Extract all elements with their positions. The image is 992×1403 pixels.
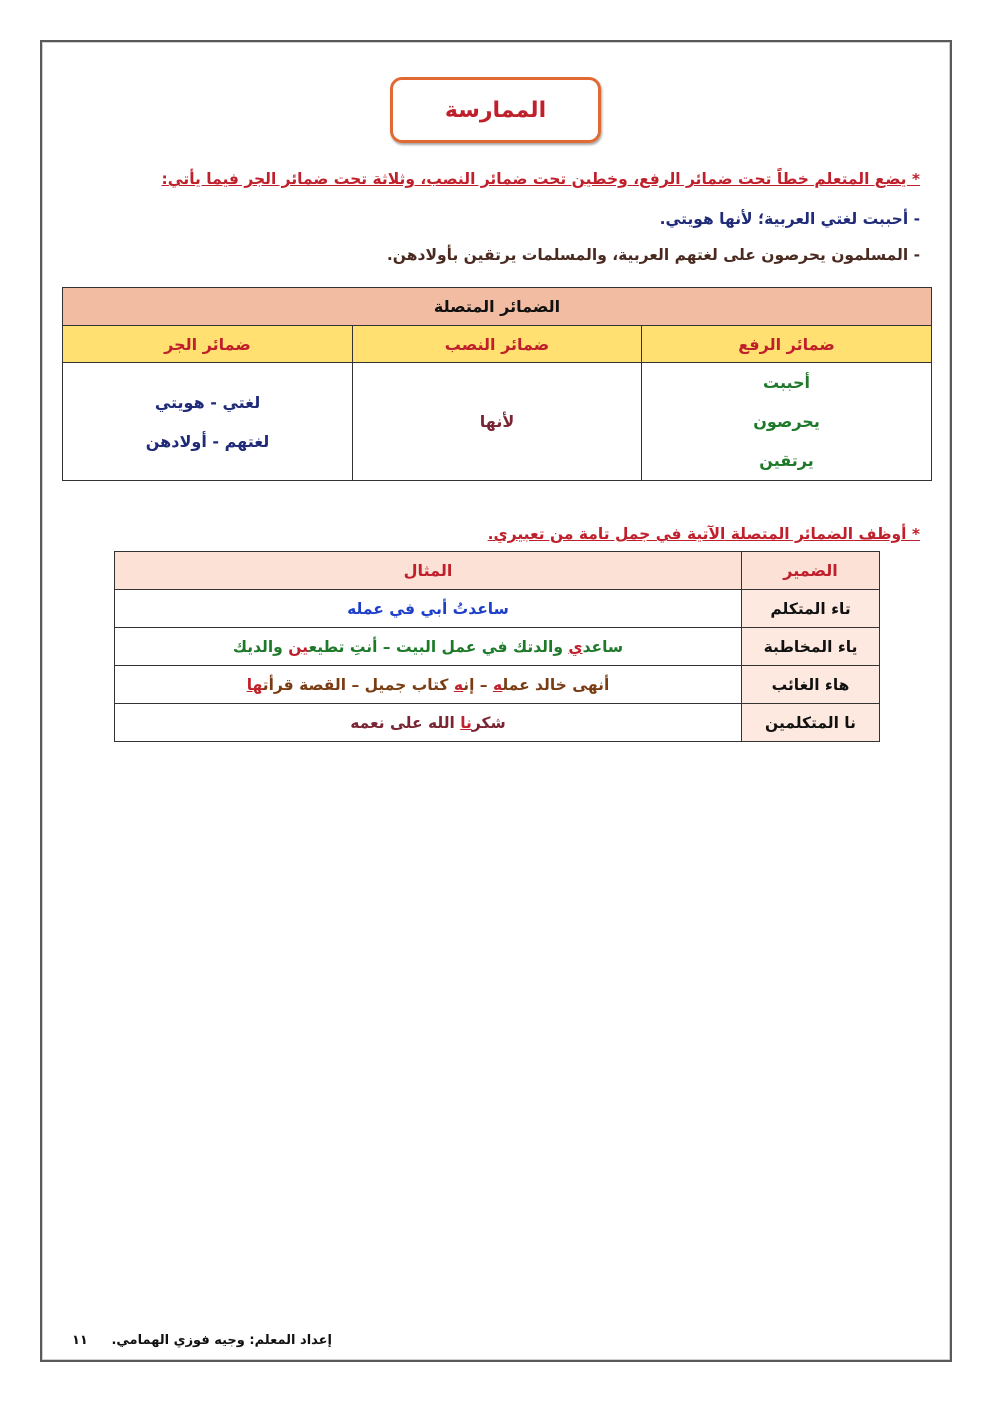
col-example-header: المثال xyxy=(115,552,742,590)
nasb-item: لأنها xyxy=(479,412,515,431)
example-cell: أنهى خالد عمله – إنه كتاب جميل – القصة قرأتها xyxy=(115,666,742,704)
sentence-1: - أحببت لغتي العربية؛ لأنها هويتي. xyxy=(659,210,920,228)
example-cell: شكرنا الله على نعمه xyxy=(115,704,742,742)
table-row xyxy=(115,590,880,628)
table-row xyxy=(115,666,880,704)
page-number: ١١ xyxy=(72,1333,88,1348)
pronoun-cell: نا المتكلمين xyxy=(742,704,880,742)
raf-cell xyxy=(642,363,932,481)
example-cell: ساعدت أبي في عمله xyxy=(115,590,742,628)
pronouns-table xyxy=(62,287,932,481)
table-row xyxy=(115,628,880,666)
instruction-1: * يضع المتعلم خطاً تحت ضمائر الرفع، وخطين تحت ضمائر النصب، وثلاثة تحت ضمائر الجر فيما يأتي: xyxy=(161,170,920,188)
col-pronoun-header: الضمير xyxy=(742,552,880,590)
pronoun-cell: هاء الغائب xyxy=(742,666,880,704)
jarr-item: لغتي - هويتي xyxy=(154,392,261,412)
col-raf-header: ضمائر الرفع xyxy=(642,326,932,363)
page-title: الممارسة xyxy=(444,97,547,123)
raf-item: أحببت xyxy=(763,373,811,392)
examples-table xyxy=(114,551,880,742)
jarr-item: لغتهم - أولادهن xyxy=(145,431,270,451)
nasb-cell xyxy=(353,363,642,481)
sentence-2: - المسلمون يحرصون على لغتهم العربية، والمسلمات يرتقين بأولادهن. xyxy=(386,246,920,264)
example-cell: ساعدي والدتك في عمل البيت – أنتِ تطيعين والديك xyxy=(115,628,742,666)
pronoun-cell: تاء المتكلم xyxy=(742,590,880,628)
title-box xyxy=(390,77,601,143)
instruction-2: * أوظف الضمائر المتصلة الآتية في جمل تامة من تعبيري. xyxy=(487,525,920,543)
jarr-cell xyxy=(63,363,353,481)
pronoun-cell: ياء المخاطبة xyxy=(742,628,880,666)
raf-item: يحرصون xyxy=(753,412,820,431)
pronouns-table-header: الضمائر المتصلة xyxy=(63,288,932,326)
col-nasb-header: ضمائر النصب xyxy=(353,326,642,363)
raf-item: يرتقين xyxy=(759,451,814,470)
footer-author: إعداد المعلم: وجيه فوزي الهمامي. xyxy=(111,1333,332,1348)
table-row xyxy=(115,704,880,742)
col-jarr-header: ضمائر الجر xyxy=(63,326,353,363)
